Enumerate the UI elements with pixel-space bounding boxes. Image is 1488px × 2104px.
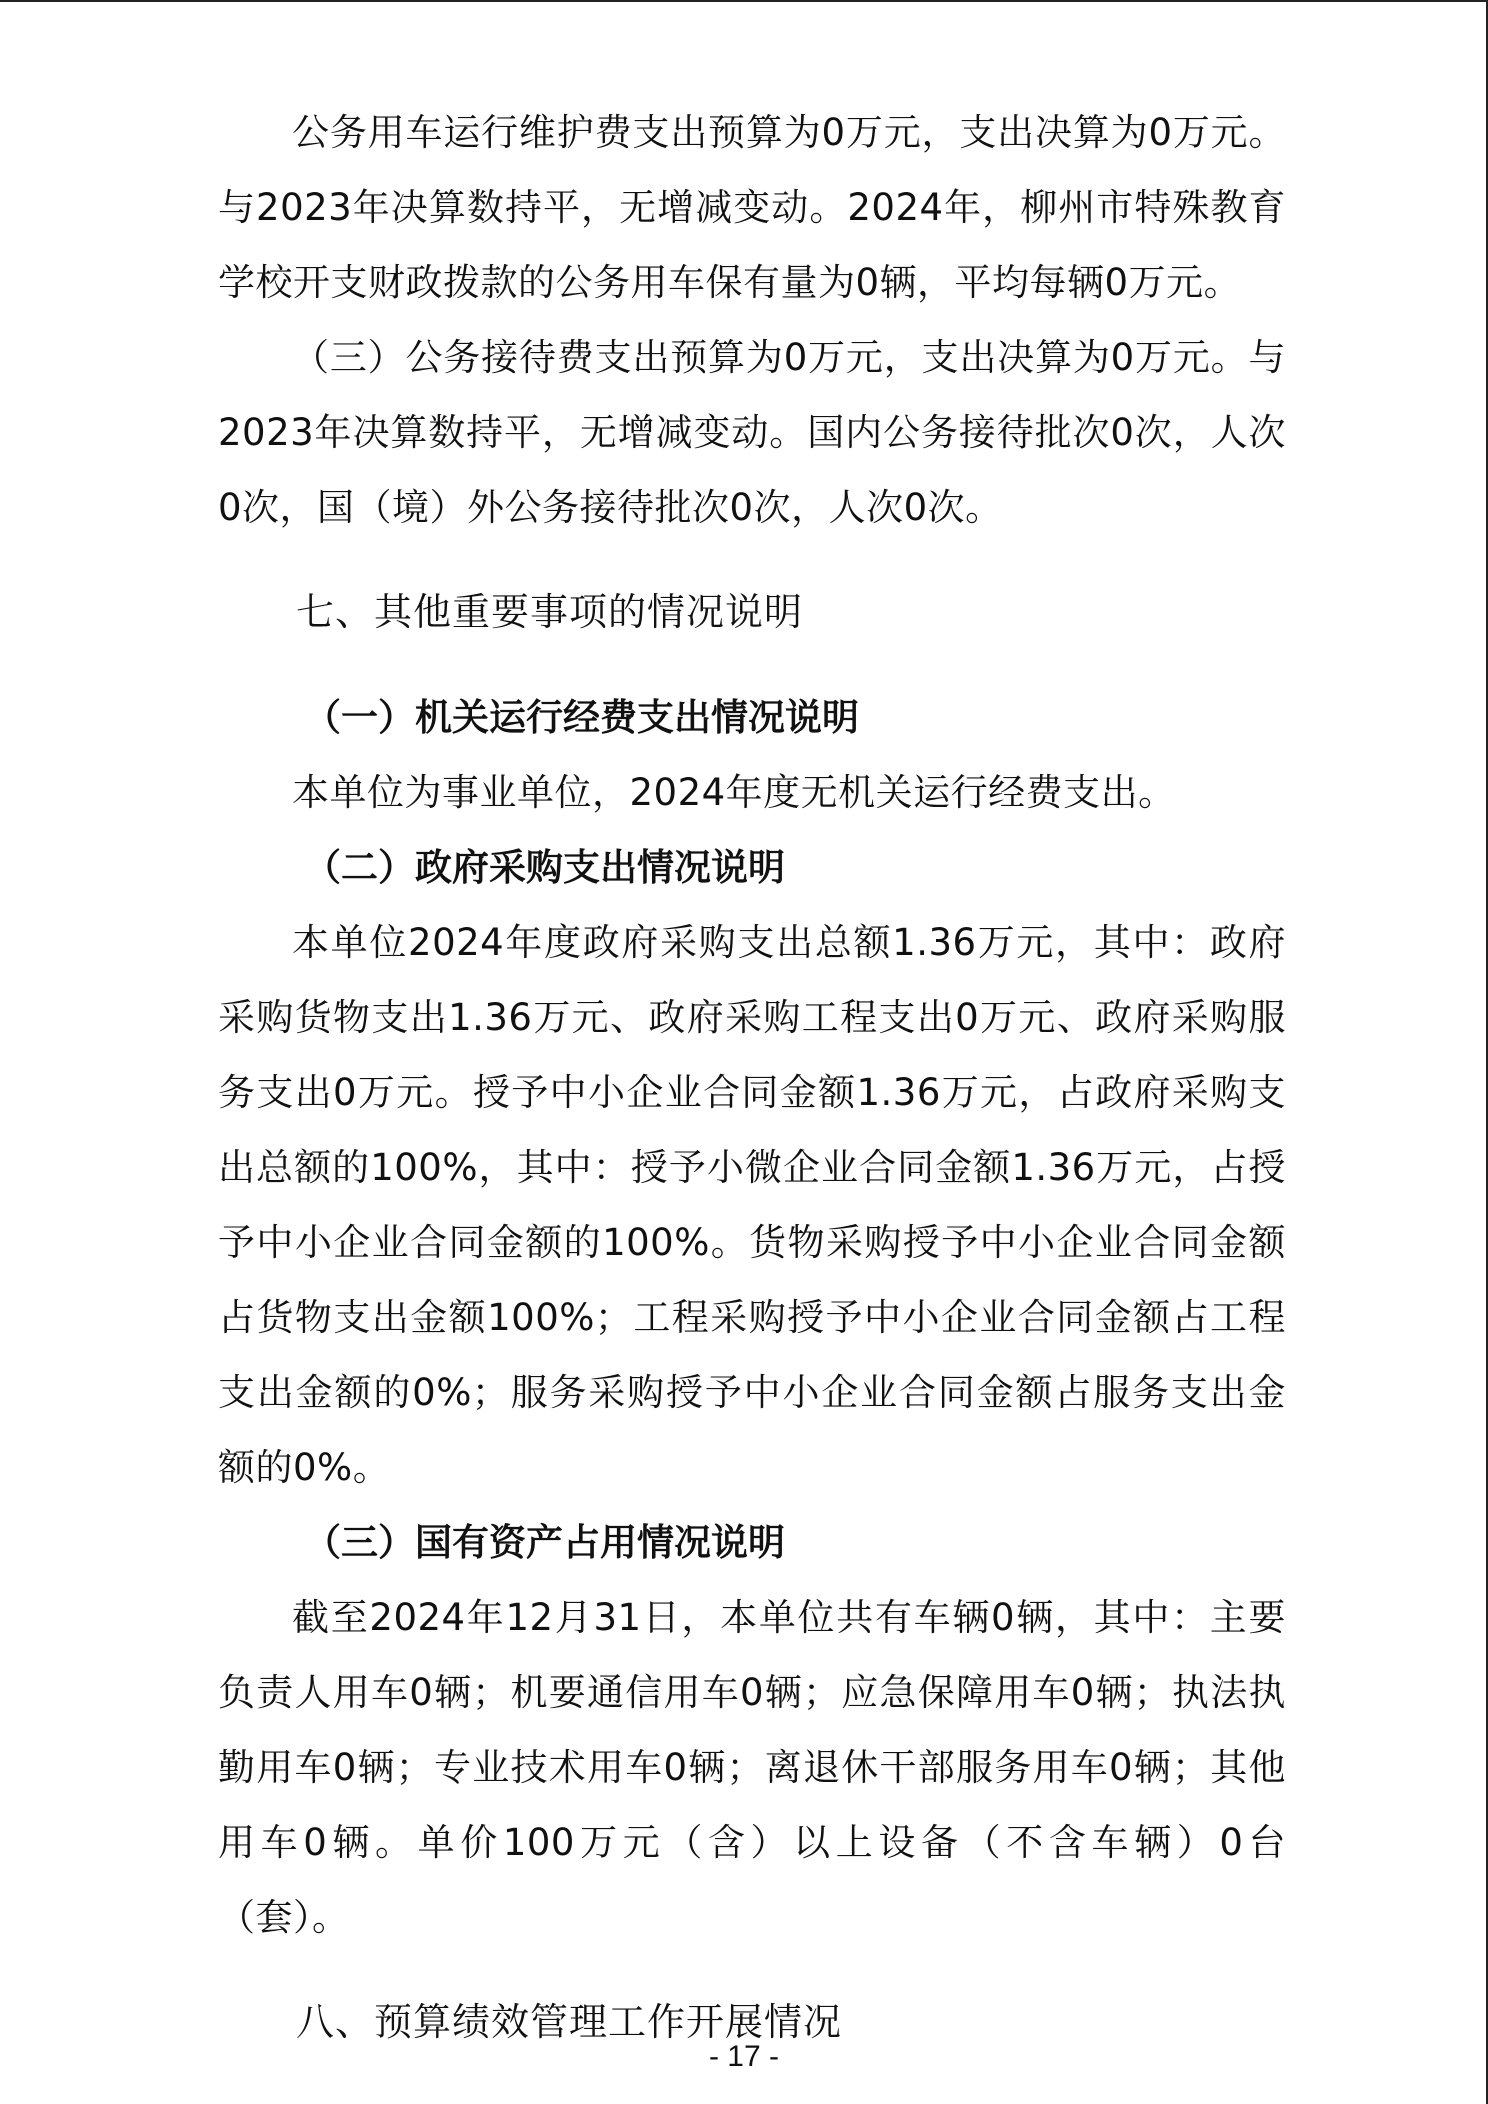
paragraph-operating-expense: 本单位为事业单位，2024年度无机关运行经费支出。 bbox=[292, 771, 1176, 814]
document-body bbox=[218, 95, 1286, 2060]
heading-section-7: 七、其他重要事项的情况说明 bbox=[296, 590, 804, 634]
page-border-top bbox=[0, 0, 1488, 2]
heading-sub-3: （三）国有资产占用情况说明 bbox=[304, 1521, 785, 1564]
paragraph-state-assets: 截至2024年12月31日，本单位共有车辆0辆，其中：主要负责人用车0辆；机要通信用车0辆；应急保障用车0辆；执法执勤用车0辆；专业技术用车0辆；离退休干部服务用车0辆；其他用车0辆。单价100万元（含）以上设备（不含车辆）0台（套）。 bbox=[218, 1596, 1286, 1939]
heading-section-8: 八、预算绩效管理工作开展情况 bbox=[296, 2000, 843, 2044]
heading-sub-1: （一）机关运行经费支出情况说明 bbox=[304, 696, 859, 739]
paragraph-vehicle-maintenance: 公务用车运行维护费支出预算为0万元，支出决算为0万元。与2023年决算数持平，无增减变动。2024年，柳州市特殊教育学校开支财政拨款的公务用车保有量为0辆，平均每辆0万元。 bbox=[218, 111, 1286, 304]
paragraph-procurement: 本单位2024年度政府采购支出总额1.36万元，其中：政府采购货物支出1.36万元、政府采购工程支出0万元、政府采购服务支出0万元。授予中小企业合同金额1.36万元，占政府采购支出总额的100%，其中：授予小微企业合同金额1.36万元，占授予中小企业合同金额的100%。货物采购授予中小企业合同金额占货物支出金额100%；工程采购授予中小企业合同金额占工程支出金额的0%；服务采购授予中小企业合同金额占服务支出金额的0%。 bbox=[218, 921, 1286, 1489]
page-number: - 17 - bbox=[708, 2040, 780, 2073]
heading-sub-2: （二）政府采购支出情况说明 bbox=[304, 846, 785, 889]
paragraph-reception-expense: （三）公务接待费支出预算为0万元，支出决算为0万元。与2023年决算数持平，无增减变动。国内公务接待批次0次，人次0次，国（境）外公务接待批次0次，人次0次。 bbox=[218, 336, 1286, 529]
